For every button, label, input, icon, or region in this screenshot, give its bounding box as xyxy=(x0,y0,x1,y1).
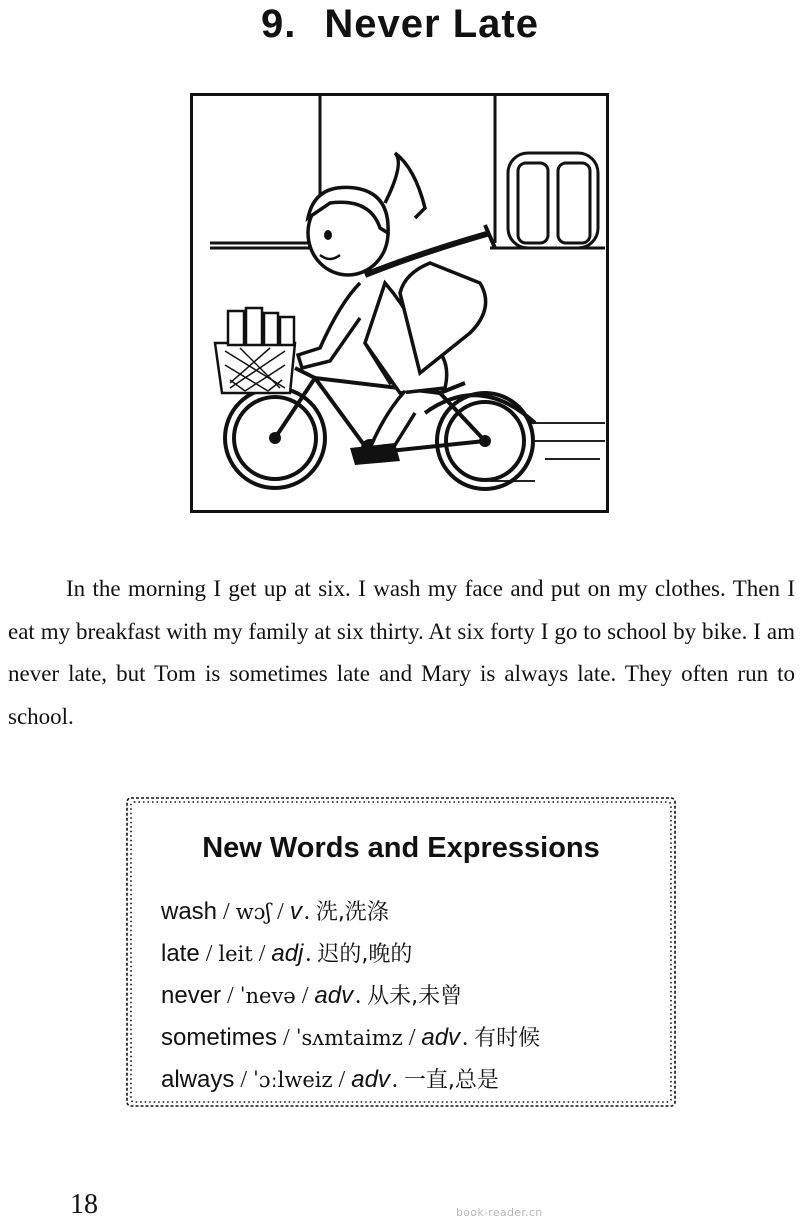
entry-meaning: 迟的,晚的 xyxy=(317,942,413,967)
entry-word: wash xyxy=(161,898,218,925)
entry-word: late xyxy=(161,940,200,967)
entry-phonetic: ˈɔːlweiz xyxy=(253,1068,333,1092)
entry-meaning: 从未,未曾 xyxy=(367,984,463,1009)
dot: . xyxy=(303,899,310,925)
entry-part-of-speech: v xyxy=(289,898,302,925)
vocabulary-entry xyxy=(161,894,540,936)
entry-word: never xyxy=(161,982,222,1009)
vocabulary-heading: New Words and Expressions xyxy=(202,832,600,864)
separator: / xyxy=(223,899,230,925)
reading-passage: In the morning I get up at six. I wash my face and put on my clothes. Then I eat my breakfast with my family at six thirty. At six forty I go to school by bike. I am never late, but Tom is sometimes late and Mary is always late. They often run to school. xyxy=(8,576,795,729)
separator: / xyxy=(338,1067,346,1093)
entry-part-of-speech: adv xyxy=(351,1066,390,1093)
dot: . xyxy=(305,941,312,967)
separator: / xyxy=(227,983,234,1009)
lesson-title-text: Never Late xyxy=(324,2,539,46)
entry-part-of-speech: adv xyxy=(314,982,354,1009)
vocabulary-box xyxy=(121,792,681,1112)
separator: / xyxy=(301,983,309,1009)
separator: / xyxy=(258,941,266,967)
vocabulary-entry xyxy=(161,936,540,978)
vocabulary-entry xyxy=(161,1020,540,1062)
girl-riding-bicycle-icon xyxy=(190,93,609,513)
vocabulary-entry xyxy=(161,1062,540,1104)
page-number: 18 xyxy=(70,1189,98,1220)
lesson-title xyxy=(0,2,800,47)
entry-phonetic: wɔʃ xyxy=(235,900,272,924)
dot: . xyxy=(391,1067,398,1093)
entry-phonetic: leit xyxy=(218,942,253,966)
entry-part-of-speech: adj xyxy=(271,940,304,967)
separator: / xyxy=(277,899,284,925)
separator: / xyxy=(408,1025,416,1051)
separator: / xyxy=(205,941,213,967)
vocabulary-list xyxy=(161,894,540,1104)
entry-part-of-speech: adv xyxy=(421,1024,461,1051)
entry-phonetic: ˈnevə xyxy=(239,984,296,1008)
entry-word: sometimes xyxy=(161,1024,278,1051)
vocabulary-entry xyxy=(161,978,540,1020)
entry-meaning: 一直,总是 xyxy=(403,1068,499,1093)
entry-word: always xyxy=(161,1066,235,1093)
separator: / xyxy=(283,1025,290,1051)
entry-phonetic: ˈsʌmtaimz xyxy=(295,1026,403,1050)
separator: / xyxy=(240,1067,248,1093)
dot: . xyxy=(355,983,362,1009)
lesson-number: 9. xyxy=(261,2,297,46)
dot: . xyxy=(462,1025,469,1051)
watermark: book-reader.cn xyxy=(456,1206,543,1219)
entry-meaning: 洗,洗涤 xyxy=(315,900,389,925)
entry-meaning: 有时候 xyxy=(474,1026,541,1051)
